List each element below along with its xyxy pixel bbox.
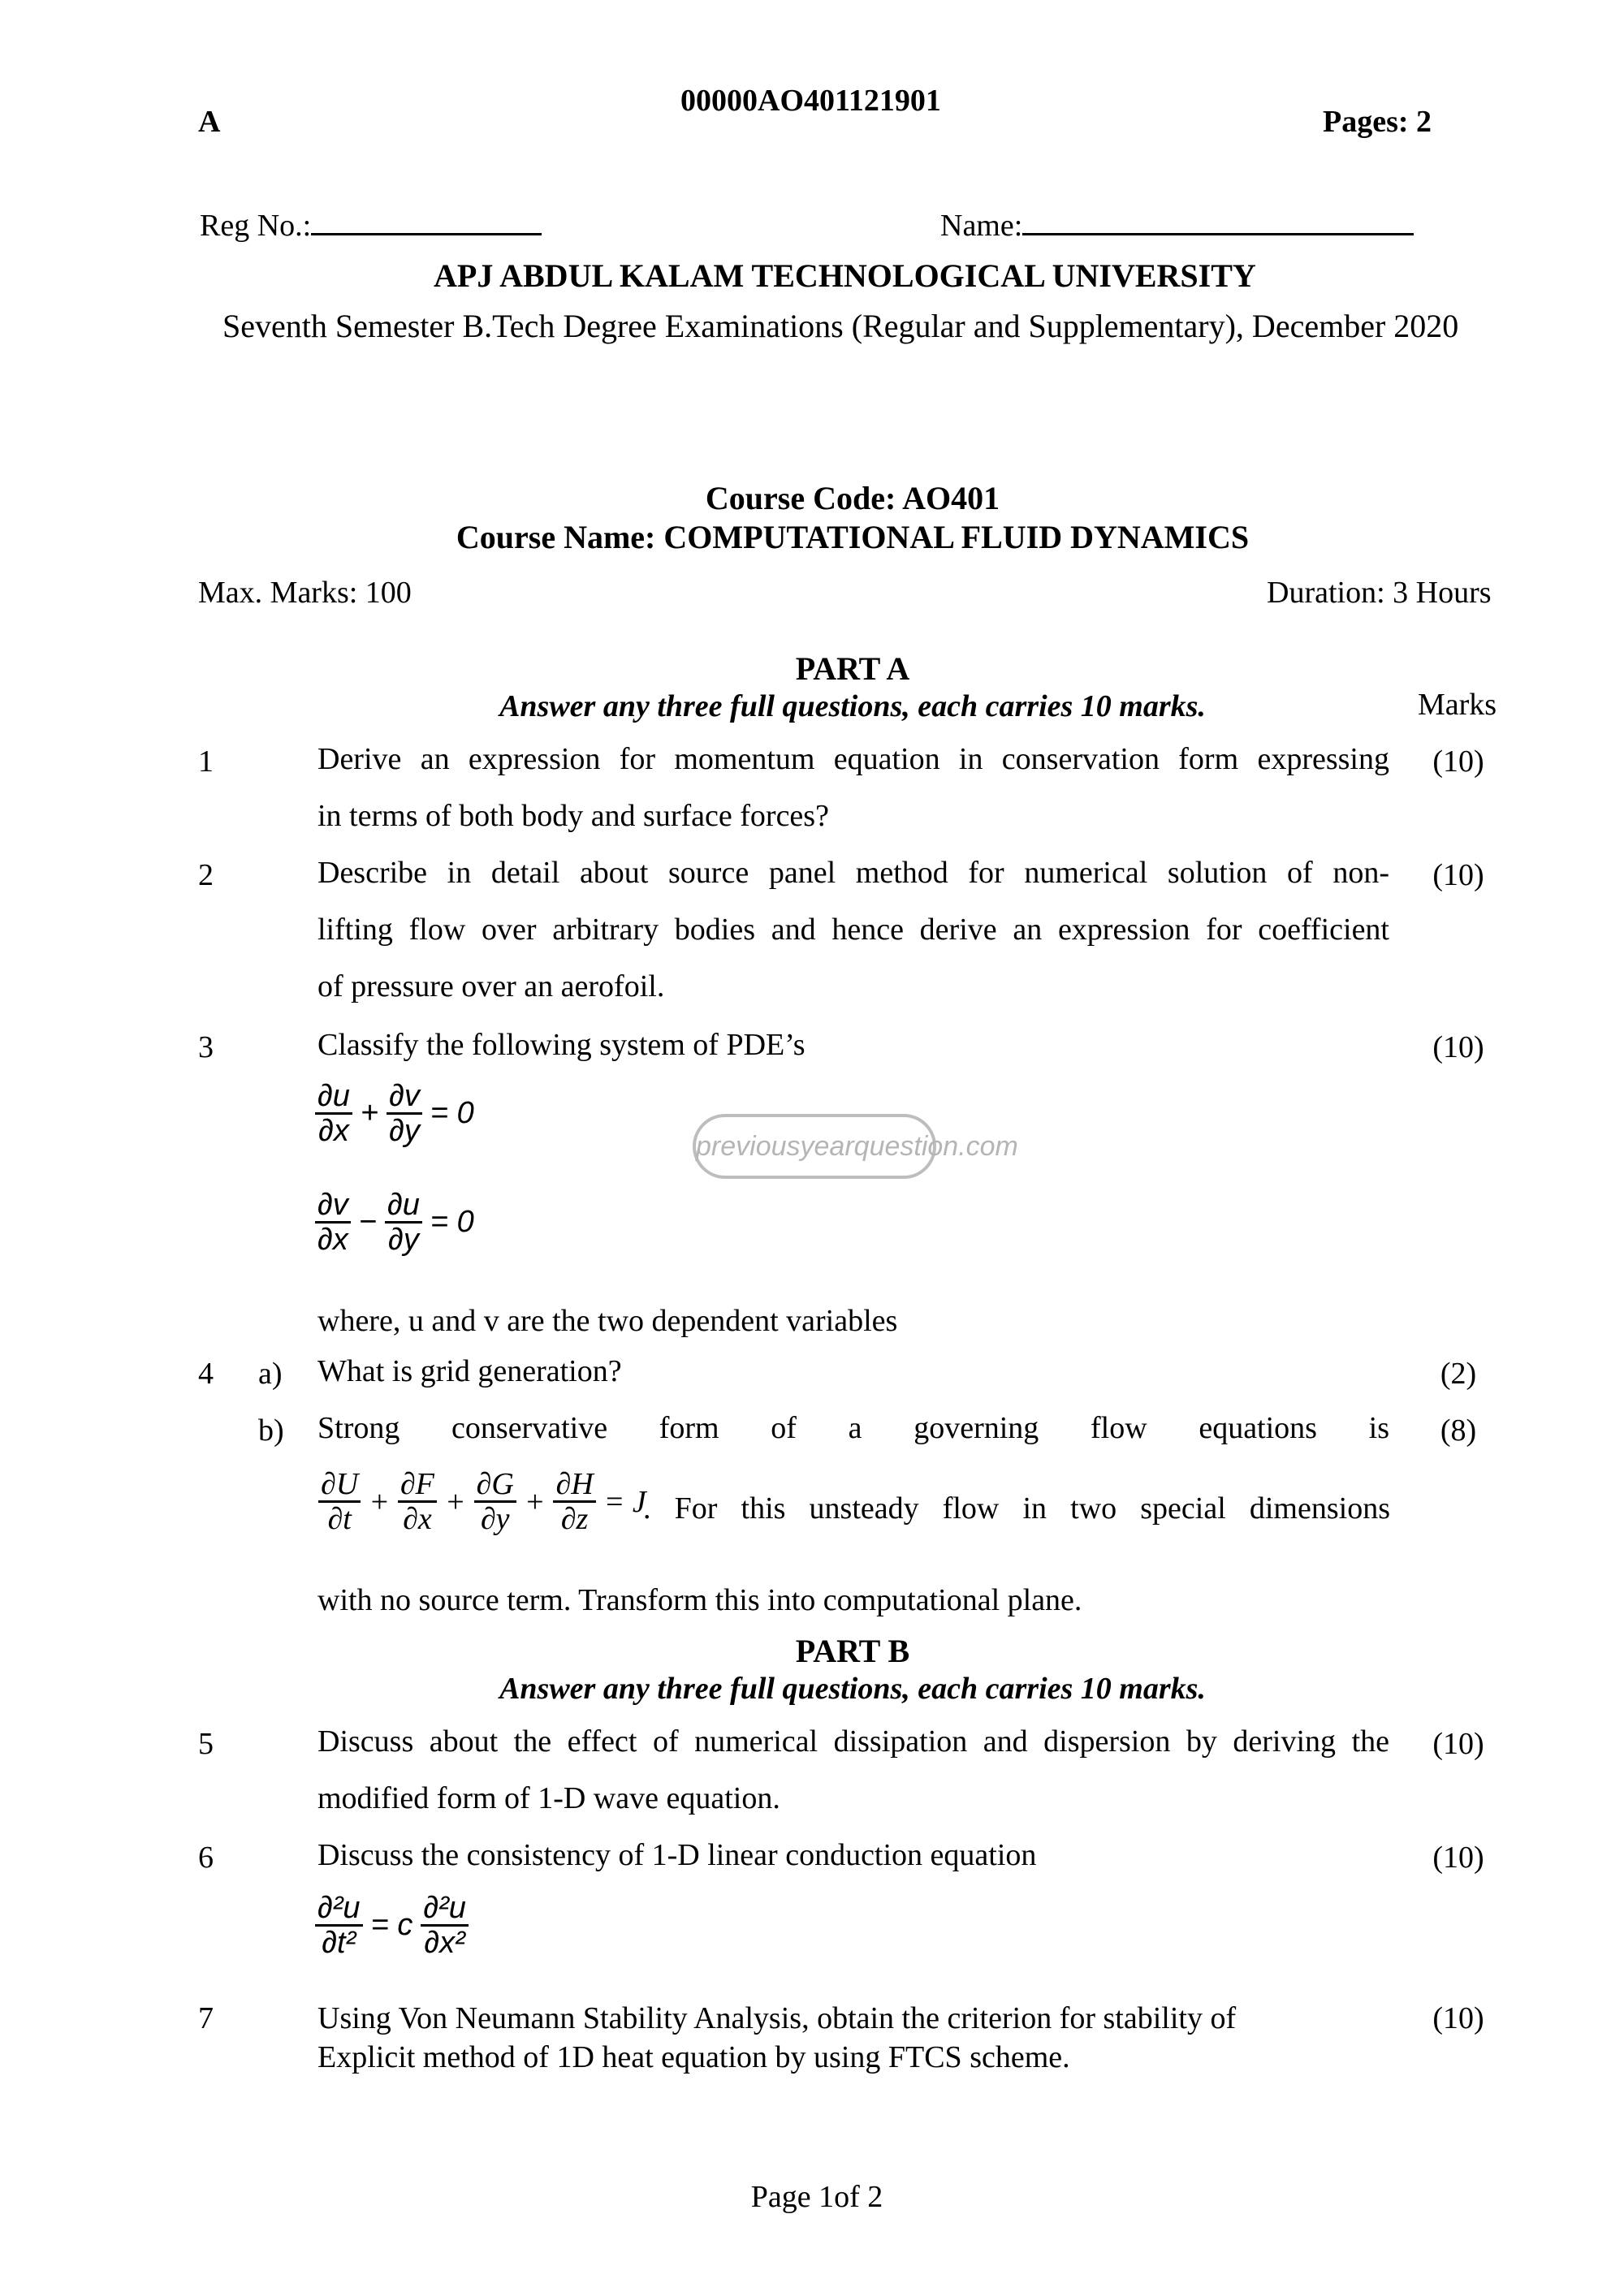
q7-marks: (10): [1432, 2001, 1484, 2035]
max-marks: Max. Marks: 100: [198, 576, 412, 610]
page-footer: Page 1of 2: [750, 2180, 883, 2214]
part-b-instruction: Answer any three full questions, each carries 10 marks.: [499, 1672, 1206, 1706]
part-a-title: PART A: [795, 650, 910, 687]
q4b-marks: (8): [1440, 1413, 1477, 1448]
university-name: APJ ABDUL KALAM TECHNOLOGICAL UNIVERSITY: [434, 257, 1256, 294]
q3-marks: (10): [1432, 1030, 1484, 1064]
eq2-frac1: $\frac{\partial v}{\partial x}$: [315, 1189, 351, 1256]
duration: Duration: 3 Hours: [1267, 576, 1492, 610]
q3-text: Classify the following system of PDE’s: [317, 1028, 806, 1062]
part-b-title: PART B: [795, 1633, 910, 1669]
q7-number: 7: [198, 2001, 214, 2035]
q4-number: 4: [198, 1357, 214, 1391]
q6-marks: (10): [1432, 1841, 1484, 1875]
eq1-frac1: $\frac{\partial u}{\partial x}$: [315, 1080, 352, 1147]
q3-equation-1: $\frac{\partial u}{\partial x}$ + $\frac{\partial v}{\partial y}$ = 0: [312, 1080, 479, 1147]
name-field: [940, 208, 1414, 244]
q2-line1: Describe in detail about source panel method for numerical solution of non-: [317, 856, 1389, 890]
q4b-equation: $\frac{\partial U}{\partial t}$ + $\frac{\partial F}{\partial x}$ + $\frac{\partial G}{\partial y}$ + $\frac{\partial H}{\partial z}$ = J: [315, 1468, 651, 1535]
q7-line2: Explicit method of 1D heat equation by using FTCS scheme.: [317, 2040, 1070, 2074]
q6-text: Discuss the consistency of 1-D linear conduction equation: [317, 1838, 1037, 1872]
set-label: A: [198, 105, 221, 139]
exam-title: Seventh Semester B.Tech Degree Examinations (Regular and Supplementary), December 2020: [222, 308, 1459, 344]
q1-number: 1: [198, 744, 214, 779]
q1-line2: in terms of both body and surface forces?: [317, 799, 829, 833]
q3-number: 3: [198, 1030, 214, 1064]
name-label: Name:: [940, 209, 1023, 243]
q2-marks: (10): [1432, 858, 1484, 892]
reg-no-line: [311, 209, 542, 235]
q7-line1: Using Von Neumann Stability Analysis, obtain the criterion for stability of: [317, 2001, 1237, 2035]
q5-line1: Discuss about the effect of numerical dissipation and dispersion by deriving the: [317, 1724, 1389, 1759]
q4b-label: b): [258, 1413, 284, 1448]
q5-marks: (10): [1432, 1727, 1484, 1761]
q2-line2: lifting flow over arbitrary bodies and hence derive an expression for coefficient: [317, 913, 1389, 947]
q3-equation-2: $\frac{\partial v}{\partial x}$ − $\frac{\partial u}{\partial y}$ = 0: [312, 1189, 479, 1256]
marks-header: Marks: [1418, 688, 1497, 722]
q4b-line1: Strong conservative form of a governing flow equations is: [317, 1411, 1389, 1445]
q4b-after-equation: . For this unsteady flow in two special dimensions: [643, 1491, 1390, 1526]
q2-line3: of pressure over an aerofoil.: [317, 969, 665, 1003]
q5-line2: modified form of 1-D wave equation.: [317, 1781, 780, 1815]
q4a-label: a): [258, 1357, 283, 1391]
q3-where: where, u and v are the two dependent variables: [317, 1304, 898, 1338]
q6-number: 6: [198, 1841, 214, 1875]
course-code: Course Code: AO401: [705, 480, 1000, 516]
q5-number: 5: [198, 1727, 214, 1761]
q4a-marks: (2): [1440, 1357, 1477, 1391]
q1-line1: Derive an expression for momentum equation in conservation form expressing: [317, 742, 1389, 776]
watermark: previousyearquestion.com: [693, 1114, 936, 1179]
course-name: Course Name: COMPUTATIONAL FLUID DYNAMICS: [456, 519, 1250, 555]
q6-equation: $\frac{\text{∂²u}}{\text{∂t²}}$ = c $\frac{\text{∂²u}}{\text{∂x²}}$: [312, 1892, 472, 1959]
page-count: Pages: 2: [1323, 105, 1432, 139]
q4a-text: What is grid generation?: [317, 1354, 622, 1388]
q4b-line3: with no source term. Transform this into computational plane.: [317, 1583, 1082, 1617]
paper-code: 00000AO401121901: [680, 84, 941, 118]
q2-number: 2: [198, 858, 214, 892]
eq1-frac2: $\frac{\partial v}{\partial y}$: [387, 1080, 422, 1147]
reg-no-label: Reg No.:: [200, 209, 312, 243]
name-line: [1022, 209, 1414, 235]
q1-marks: (10): [1432, 744, 1484, 779]
part-a-instruction: Answer any three full questions, each carries 10 marks.: [499, 689, 1206, 723]
eq2-frac2: $\frac{\partial u}{\partial y}$: [385, 1189, 422, 1256]
reg-no-field: [200, 208, 542, 244]
